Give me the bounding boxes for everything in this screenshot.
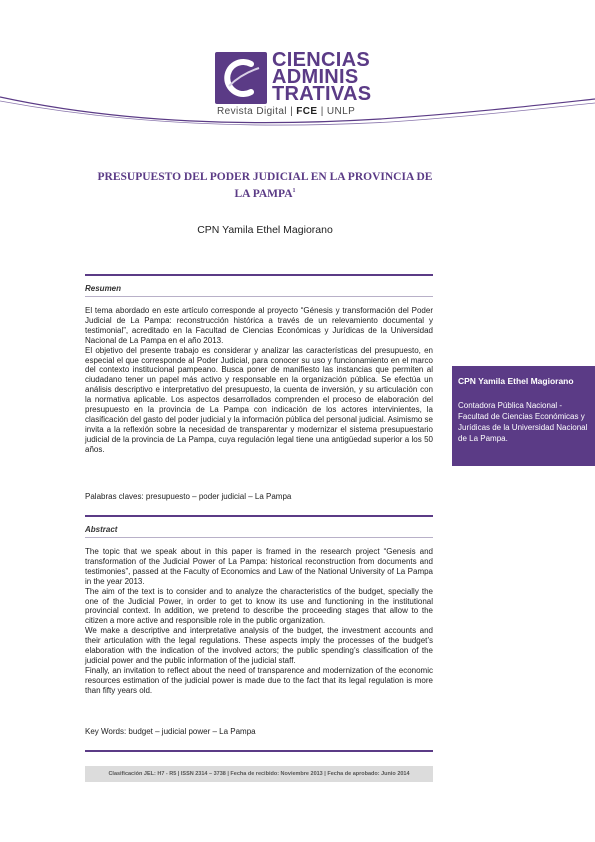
abstract-paragraph: We make a descriptive and interpretative analysis of the budget, the investment accounts and their articulation with the legal regulations. These aspects imply the processes of the budget’s elaboration with the indication of the involved actors; the public spending’s classification of the judicial power and the public information of the judicial staff. <box>85 626 433 665</box>
abstract-paragraph: The aim of the text is to consider and to analyze the characteristics of the budget, specially the one of the Judicial Power, in order to get to know its use and functioning in the institutional provincial context. In addition, we pretend to describe the proceeding stages that allow to the citizen a more active and responsible role in the public organization. <box>85 586 433 626</box>
journal-subtitle-part2: FCE <box>296 106 318 117</box>
article-title <box>90 170 440 201</box>
abstract-heading: Abstract <box>85 525 118 534</box>
abstract-bottom-rule <box>85 750 433 752</box>
abstract-top-rule <box>85 515 433 517</box>
journal-title-line-2: ADMINIS <box>272 66 359 88</box>
journal-subtitle-sep2: | <box>320 106 324 117</box>
journal-logo <box>215 49 375 122</box>
article-title-text: PRESUPUESTO DEL PODER JUDICIAL EN LA PROVINCIA DE LA PAMPA <box>97 171 433 200</box>
author-info-box <box>452 366 595 466</box>
journal-subtitle-part3: UNLP <box>326 106 356 117</box>
abstract-keywords: Key Words: budget – judicial power – La Pampa <box>85 727 256 736</box>
resumen-keywords: Palabras claves: presupuesto – poder judicial – La Pampa <box>85 492 292 501</box>
article-author: CPN Yamila Ethel Magiorano <box>197 224 333 236</box>
author-info-name: CPN Yamila Ethel Magiorano <box>458 376 574 386</box>
resumen-heading-rule <box>85 296 433 297</box>
resumen-paragraph: El objetivo del presente trabajo es considerar y analizar las características del presupuesto, en especial el que corresponde al Poder Judicial, para conocer su uso y funcionamiento en el marco del contexto institucional pampeano. Busca poner de manifiesto las instancias que permiten al ciudadano tener un papel más activo y responsable en la organización pública. Se efectúa un análisis descriptivo e interpretativo del presupuesto, la cuenta de inversión, y su articulación con la normativa aplicable. Los aspectos desarrollados comprenden el proceso de elaboración del presupuesto en la provincia de La Pampa con indicación de los actores intervinientes, la clasificación del gasto del poder judicial y la información pública del personal judicial. Asimismo se invita a la reflexión sobre la necesidad de transparentar y modernizar el sistema presupuestario judicial de la provincia de La Pampa, cuya regulación legal tiene una antigüedad superior a los 50 años. <box>85 345 433 454</box>
abstract-paragraph: Finally, an invitation to reflect about the need of transparence and modernization of the economic resources estimation of the judicial power is made due to the fact that its legal regulation is more than fifty years old. <box>85 665 433 695</box>
journal-subtitle <box>217 106 397 117</box>
journal-subtitle-sep1: | <box>290 106 294 117</box>
journal-title-line-3: TRATIVAS <box>272 83 372 105</box>
resumen-top-rule <box>85 274 433 276</box>
resumen-paragraph: El tema abordado en este artículo corresponde al proyecto “Génesis y transformación del Poder Judicial de La Pampa: reconstrucción histórica a través de un relevamiento documental y testimonial”, acreditado en la Facultad de Ciencias Económicas y Jurídicas de la Universidad Nacional de La Pampa en el año 2013. <box>85 306 433 345</box>
abstract-body <box>85 547 433 696</box>
resumen-heading: Resumen <box>85 284 122 293</box>
journal-emblem-icon <box>215 52 267 104</box>
abstract-heading-rule <box>85 537 433 538</box>
journal-title <box>272 49 392 105</box>
classification-footer: Clasificación JEL: H7 - R5 | ISSN 2314 – 3738 | Fecha de recibido: Noviembre 2013 | Fecha de aprobado: Junio 2014 <box>85 766 433 782</box>
author-info-affiliation: Contadora Pública Nacional - Facultad de Ciencias Económicas y Jurídicas de la Universidad Nacional de La Pampa. <box>458 401 588 443</box>
journal-subtitle-part1: Revista Digital <box>217 106 287 117</box>
journal-title-line-1: CIENCIAS <box>272 49 370 71</box>
resumen-body <box>85 306 433 455</box>
abstract-paragraph: The topic that we speak about in this paper is framed in the research project “Genesis and transformation of the Judicial Power of La Pampa: historical reconstruction from documents and testimonies”, passed at the Faculty of Economics and Law of the National University of La Pampa in the year 2013. <box>85 547 433 586</box>
title-footnote-marker: 1 <box>292 188 296 194</box>
